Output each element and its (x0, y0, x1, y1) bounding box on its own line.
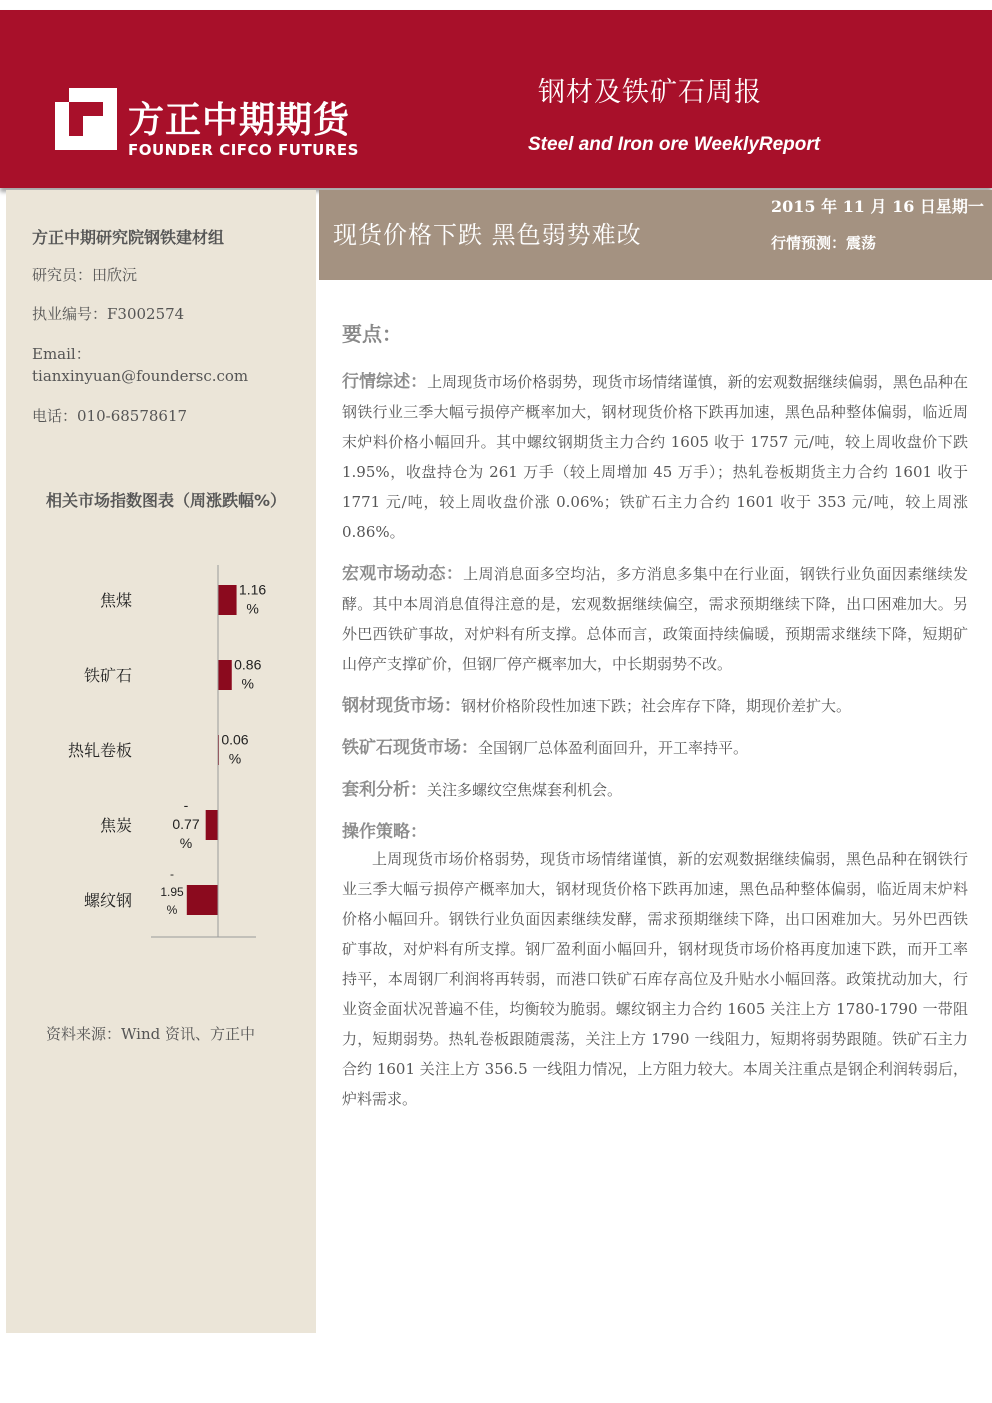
brand-name-en: FOUNDER CIFCO FUTURES (128, 141, 359, 159)
strategy-text: 上周现货市场价格弱势，现货市场情绪谨慎，新的宏观数据继续偏弱，黑色品种在钢铁行业三季大幅亏损停产概率加大，钢材现货价格下跌再加速，黑色品种整体偏弱，临近周末炉料价格小幅回升。钢铁行业负面因素继续发酵，需求预期继续下降，出口困难加大。另外巴西铁矿事故，对炉料有所支撑。钢厂盈利面小幅回升，钢材现货市场价格再度加速下跌，而开工率持平，本周钢厂利润将再转弱，而港口铁矿石库存高位及升贴水小幅回落。政策扰动加大，行业资金面状况普遍不佳，均衡较为脆弱。螺纹钢主力合约 1605 关注上方 1780-1790 一带阻力，短期弱势。热轧卷板跟随震荡，关注上方 1790 一线阻力，短期将弱势跟随。铁矿石主力合约 1601 关注上方 356.5 一线阻力情况，上方阻力较大。本周关注重点是钢企利润转弱后，炉料需求。 (342, 850, 968, 1108)
main-content (342, 318, 968, 1114)
section-label: 铁矿石现货市场： (342, 738, 478, 758)
section-text: 上周现货市场价格弱势，现货市场情绪谨慎，新的宏观数据继续偏弱，黑色品种在钢铁行业三季大幅亏损停产概率加大，钢材现货价格下跌再加速，黑色品种整体偏弱，临近周末炉料价格小幅回升。其中螺纹钢期货主力合约 1605 收于 1757 元/吨，较上周收盘价下跌 1.95%，收盘持仓为 261 万手（较上周增加 45 万手）；热轧卷板期货主力合约 1601 收于 1771 元/吨，较上周收盘价涨 0.06%；铁矿石主力合约 1601 收于 353 元/吨，较上周涨 0.86%。 (342, 373, 968, 541)
section-steel-spot (342, 691, 968, 721)
market-forecast: 行情预测：震荡 (771, 234, 877, 252)
report-date: 2015 年 11 月 16 日星期一 (771, 197, 984, 216)
section-text: 关注多螺纹空焦煤套利机会。 (427, 781, 623, 799)
report-title-cn: 钢材及铁矿石周报 (538, 77, 762, 108)
phone: 电话：010-68578617 (32, 407, 188, 425)
section-label: 行情综述： (342, 372, 428, 392)
weekly-change-bar-chart (46, 565, 286, 955)
data-label: % (166, 903, 178, 917)
category-label: 螺纹钢 (83, 891, 132, 910)
bar-4 (187, 885, 218, 915)
email-label: Email： (32, 345, 91, 363)
section-text: 上周消息面多空均沾，多方消息多集中在行业面，钢铁行业负面因素继续发酵。其中本周消息值得注意的是，宏观数据继续偏空，需求预期继续下降，出口困难加大。另外巴西铁矿事故，对炉料有所支撑。总体而言，政策面持续偏暖，预期需求继续下降，短期矿山停产支撑矿价，但钢厂停产概率加大，中长期弱势不改。 (342, 565, 968, 673)
data-label: 0.06 (221, 731, 249, 748)
researcher: 研究员：田欣沅 (32, 266, 138, 284)
section-iron-ore-spot (342, 733, 968, 763)
section-macro (342, 559, 968, 679)
chart-title: 相关市场指数图表（周涨跌幅%） (46, 491, 287, 510)
section-label: 钢材现货市场： (342, 696, 461, 716)
bar-1 (218, 660, 232, 690)
data-label: 1.95 (160, 885, 184, 899)
category-label: 焦炭 (99, 816, 132, 835)
bar-0 (218, 585, 237, 615)
keypoints-title: 要点： (342, 322, 402, 346)
brand-name-cn: 方正中期期货 (128, 100, 351, 141)
data-source: 资料来源：Wind 资讯、方正中 (46, 1025, 255, 1043)
data-label: - (183, 797, 189, 813)
data-label: 0.77 (172, 816, 200, 832)
email-address[interactable]: tianxinyuan@foundersc.com (32, 367, 249, 385)
data-label: 0.86 (234, 656, 262, 673)
report-title-en: Steel and Iron ore WeeklyReport (528, 134, 821, 155)
category-label: 铁矿石 (83, 666, 132, 685)
section-text: 全国钢厂总体盈利面回升，开工率持平。 (478, 739, 749, 757)
section-text: 钢材价格阶段性加速下跌；社会库存下降，期现价差扩大。 (461, 697, 852, 715)
data-label: % (179, 835, 193, 851)
section-label: 宏观市场动态： (342, 564, 464, 584)
category-label: 焦煤 (99, 591, 132, 610)
data-label: 1.16 (238, 581, 267, 598)
research-group: 方正中期研究院钢铁建材组 (32, 228, 225, 247)
data-label: % (228, 750, 242, 767)
data-label: % (241, 675, 254, 692)
bar-3 (206, 810, 218, 840)
section-label: 套利分析： (342, 780, 427, 800)
strategy-title: 操作策略： (342, 822, 427, 842)
data-label: - (170, 867, 174, 881)
founder-logo-icon (55, 88, 117, 150)
header-banner (0, 10, 992, 188)
category-label: 热轧卷板 (67, 741, 132, 760)
license-number: 执业编号：F3002574 (32, 305, 185, 323)
title-bar (319, 190, 992, 280)
data-label: % (246, 600, 259, 617)
report-headline: 现货价格下跌 黑色弱势难改 (333, 221, 642, 249)
sidebar (6, 190, 316, 1333)
section-market-review (342, 367, 968, 547)
section-arbitrage (342, 775, 968, 805)
